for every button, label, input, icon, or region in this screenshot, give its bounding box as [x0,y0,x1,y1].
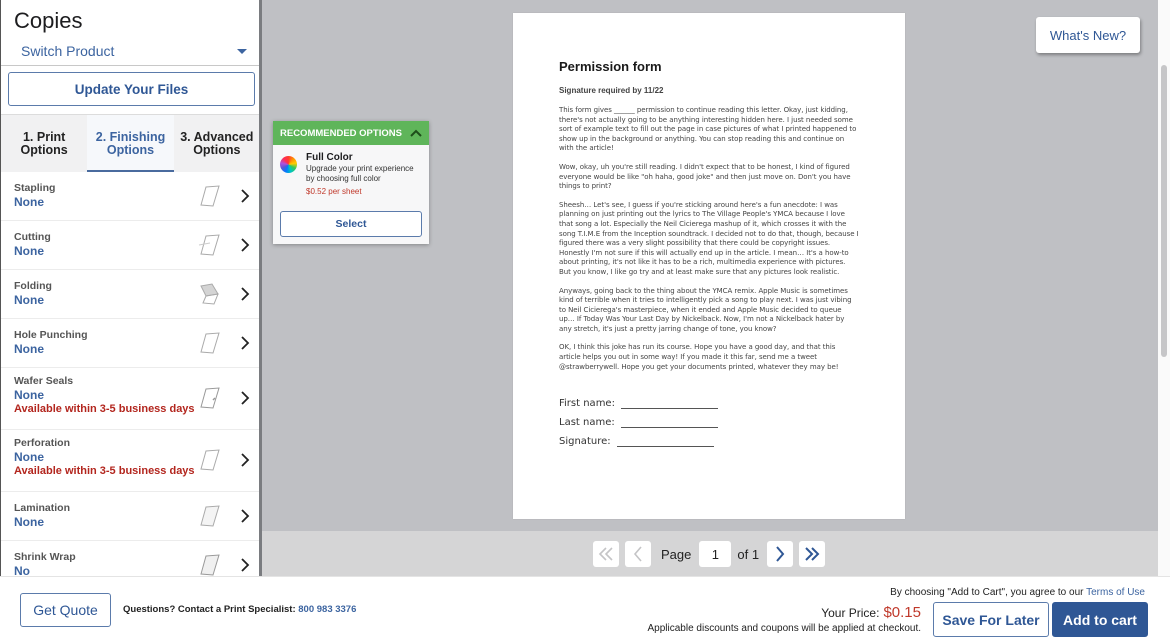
availability-note: Available within 3-5 business days [14,403,195,415]
color-wheel-icon [280,156,297,173]
switch-product-label: Switch Product [21,43,115,59]
option-label: Shrink Wrap [14,551,76,563]
option-label: Lamination [14,502,71,514]
option-row-cutting[interactable] [1,221,260,270]
option-value: None [14,244,44,258]
option-value: None [14,195,44,209]
price-value: $0.15 [883,604,921,621]
tab-label: Options [106,142,155,157]
double-chevron-right-icon [804,547,820,561]
recommended-option-title: Full Color [306,152,353,163]
product-title: Copies [14,8,83,33]
option-value: None [14,515,44,529]
field-label: First name: [559,398,615,410]
option-label: Cutting [14,231,51,243]
chevron-right-icon [240,287,250,301]
option-row-shrink-wrap[interactable] [1,541,260,576]
document-preview-area [262,0,1158,531]
caret-down-icon [237,49,247,54]
recommended-option-card [273,145,429,196]
document-paragraph: Anyways, going back to the thing about the YMCA remix. Apple Music is sometimes kind of terrible when it tries to intelligently pick a song to play next. I was just vibing to Neil Cicierega's masterpiece, when it ended and Apple Music decided to queue up… If Today Was Your Last Day by Nickelback. Now, I'm not a Nickelback hater by any stretch, it's just a pretty jarring change of tone, you know? [559,286,852,333]
document-title: Permission form [559,59,662,74]
first-page-button[interactable] [593,541,619,567]
chevron-right-icon [240,189,250,203]
recommended-options-header[interactable] [273,121,429,145]
option-value: None [14,388,44,402]
chevron-right-icon [240,558,250,572]
option-label: Stapling [14,182,56,194]
chevron-right-icon [240,238,250,252]
vertical-scrollbar[interactable] [1158,0,1170,576]
pager [593,541,825,567]
field-label: Signature: [559,436,611,448]
field-label: Last name: [559,417,615,429]
whats-new-button[interactable]: What's New? [1036,17,1140,53]
document-subtitle: Signature required by 11/22 [559,86,664,95]
wafer-seal-icon [198,386,222,410]
chevron-right-icon [775,546,785,562]
option-row-hole-punching[interactable] [1,319,260,368]
discount-note: Applicable discounts and coupons will be applied at checkout. [647,623,921,634]
lamination-icon [198,504,222,528]
footer-bar [0,576,1170,642]
contact-text: Questions? Contact a Print Specialist: [123,604,296,615]
blank-line [617,437,714,447]
document-paragraph: Sheesh… Let's see, I guess if you're sticking around here's a fun anecdote: I was planning on just printing out the lyrics to The Village People's YMCA because I love that song a lot. Especially the Neil Cicierega mashup of it, which crosses it with the song T.I.M.E from the Inception soundtrack. I decided not to do that, though, because I figured there was a very slight possibility that there could be copyright issues. Honestly I'm not sure if this will actually end up in the article. I mean… It's a how-to about printing, it's not like it has to be a rich, multimedia experience with pictures. But you know, I like go try and at least make sure that any pictures look realistic. [559,200,859,276]
pagination-bar [262,531,1158,576]
update-files-button[interactable]: Update Your Files [8,72,255,106]
tab-label: 3. Advanced [180,129,254,144]
recommended-options-panel [273,121,429,244]
form-field-signature [559,428,859,447]
recommended-option-description: Upgrade your print experience by choosing full color [306,164,414,183]
option-label: Perforation [14,437,71,449]
save-for-later-button[interactable]: Save For Later [933,602,1049,637]
switch-product-dropdown[interactable] [21,43,249,59]
option-value: None [14,450,44,464]
page-label: Page [661,546,692,562]
staple-icon [198,184,222,208]
double-chevron-left-icon [598,547,614,561]
folding-icon [198,282,222,306]
next-page-button[interactable] [767,541,793,567]
option-row-lamination[interactable] [1,492,260,541]
price-display [821,604,921,621]
option-label: Wafer Seals [14,375,74,387]
divider [1,65,262,66]
option-value: None [14,342,44,356]
option-value: No [14,564,30,576]
option-value: None [14,293,44,307]
terms-of-use-link[interactable]: Terms of Use [1086,587,1145,598]
terms-text: By choosing "Add to Cart", you agree to our [890,587,1084,598]
option-row-stapling[interactable] [1,172,260,221]
chevron-up-icon [410,129,422,137]
document-paragraph: This form gives ______ permission to continue reading this letter. Okay, just kidding, there's not actually going to be anything interesting hidden here. I just needed some sort of example text to fill out the page in case pictures of what I printed happened to show up in the background or anything. You can stop reading this and continue on with the article! [559,106,857,153]
recommended-header-label: RECOMMENDED OPTIONS [280,127,402,139]
options-sidebar [0,0,262,576]
chevron-left-icon [633,546,643,562]
scrollbar-thumb[interactable] [1161,65,1167,357]
option-row-perforation[interactable] [1,430,260,492]
option-label: Folding [14,280,52,292]
tab-finishing-options[interactable] [87,115,173,172]
perforation-icon [198,448,222,472]
select-recommended-button[interactable]: Select [280,211,422,237]
option-row-folding[interactable] [1,270,260,319]
blank-line [621,399,718,409]
price-label: Your Price: [821,606,880,620]
signature-form [559,390,859,447]
document-paragraph: OK, I think this joke has run its course. Hope you have a good day, and that this article helps you out in some way! If you made it this far, send me a tweet @strawberrywell. Hope you get your documents printed, whatever they may be! [559,343,839,371]
shrink-wrap-icon [198,553,222,576]
form-field-last-name [559,409,859,428]
tab-label: 2. Finishing [95,129,166,144]
availability-note: Available within 3-5 business days [14,465,195,477]
previous-page-button[interactable] [625,541,651,567]
document-page [513,13,905,519]
last-page-button[interactable] [799,541,825,567]
recommended-option-price: $0.52 per sheet [306,186,362,196]
page-number-input[interactable] [699,541,731,567]
get-quote-button[interactable]: Get Quote [20,593,111,627]
tab-label: 1. Print [22,129,66,144]
options-tabs [1,114,260,172]
chevron-right-icon [240,509,250,523]
option-label: Hole Punching [14,329,88,341]
chevron-right-icon [240,336,250,350]
page-total: of 1 [737,546,760,562]
chevron-right-icon [240,453,250,467]
form-field-first-name [559,390,859,409]
terms-notice [890,587,1145,598]
tab-label: Options [193,142,241,157]
document-paragraph: Wow, okay, uh you're still reading. I didn't expect that to be honest, I kind of figured everyone would be like "oh haha, good joke" and then just move on. Don't you have things to print? [559,162,851,191]
hole-punch-icon [198,331,222,355]
tab-print-options[interactable] [1,115,87,172]
tab-label: Options [20,142,68,157]
add-to-cart-button[interactable]: Add to cart [1052,602,1148,637]
blank-line [621,418,718,428]
contact-info [123,604,356,615]
chevron-right-icon [240,391,250,405]
cutting-icon [198,233,222,257]
tab-advanced-options[interactable] [174,115,260,172]
option-row-wafer-seals[interactable] [1,368,260,430]
finishing-options-list [1,172,260,576]
phone-link[interactable]: 800 983 3376 [298,604,357,615]
